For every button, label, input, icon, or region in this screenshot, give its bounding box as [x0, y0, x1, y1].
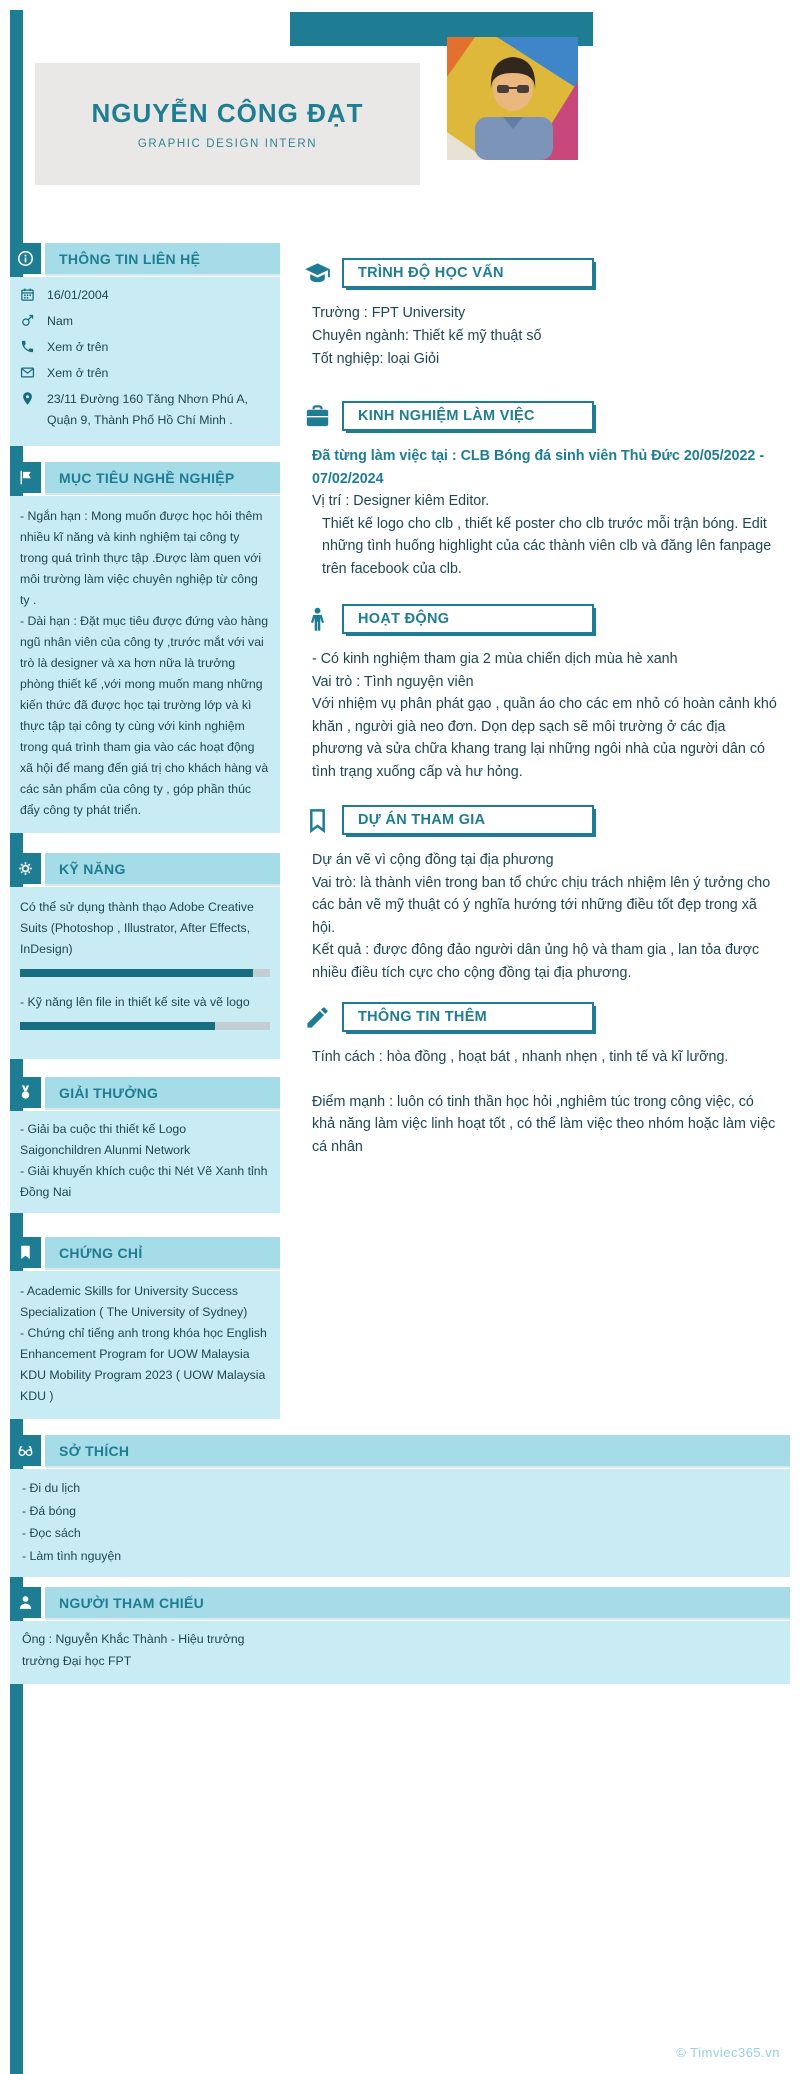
bookmark-icon	[10, 1237, 41, 1268]
briefcase-icon	[300, 399, 334, 433]
section-hobbies	[10, 1435, 790, 1577]
skill-progress-track	[20, 1022, 270, 1030]
skills-body	[10, 887, 280, 1059]
hobby-item: - Làm tình nguyện	[22, 1548, 122, 1563]
education-line: Tốt nghiệp: loại Giỏi	[312, 351, 440, 367]
profile-photo	[447, 37, 578, 160]
info-icon	[10, 243, 41, 274]
projects-line: Kết quả : được đông đảo người dân ủng hộ và tham gia , lan tỏa được nhiều điều tích cực cho cộng đồng tại địa phương.	[312, 942, 760, 981]
activities-line: Với nhiệm vụ phân phát gạo , quần áo cho các em nhỏ có hoàn cảnh khó khăn , người già neo đơn. Dọn dẹp sạch sẽ môi trường ở các địa phương và sửa chữa khang trang lại những ngôi nhà của người dân có tình trạng xuống cấp và hư hỏng.	[312, 696, 777, 780]
phone-icon	[20, 339, 37, 354]
medal-icon	[10, 1077, 41, 1108]
activities-heading: HOẠT ĐỘNG	[342, 604, 594, 634]
activities-body	[300, 648, 792, 783]
education-heading: TRÌNH ĐỘ HỌC VẤN	[342, 258, 594, 288]
gear-icon	[10, 853, 41, 884]
section-education	[300, 256, 792, 371]
left-column	[10, 243, 280, 1419]
certificate-item: - Academic Skills for University Success Specialization ( The University of Sydney)	[20, 1284, 248, 1319]
birthday-value: 16/01/2004	[47, 288, 109, 302]
skill-progress-track	[20, 969, 270, 977]
objective-paragraph: - Dài hạn : Đặt mục tiêu được đứng vào hàng ngũ nhân viên của công ty ,trước mắt với vai trò là designer và xa hơn nữa là trưởng phòng thiết kế ,với mong muốn mang những kiến thức đã được học tại trường lớp và kì thực tập tại công ty cùng với kinh nghiệm trong quá trình tham gia vào các hoạt động xã hội để mang đến giá trị cho khách hàng và các sản phẩm của công ty , góp phần thúc đẩy công ty phát triển.	[20, 614, 269, 817]
address-value: 23/11 Đường 160 Tăng Nhơn Phú A, Quận 9, Thành Phố Hồ Chí Minh .	[47, 392, 248, 427]
skill-label: Có thể sử dụng thành thạo Adobe Creative Suits (Photoshop , Illustrator, After Effects, InDesign)	[20, 900, 254, 956]
experience-header	[300, 399, 792, 433]
flag-icon	[10, 462, 41, 493]
skills-header	[10, 853, 280, 884]
activities-header	[300, 602, 792, 636]
header-name-box	[35, 63, 420, 185]
projects-header	[300, 803, 792, 837]
right-column	[300, 243, 792, 1419]
awards-header	[10, 1077, 280, 1108]
experience-heading: KINH NGHIỆM LÀM VIỆC	[342, 401, 594, 431]
references-heading: NGƯỜI THAM CHIẾU	[45, 1587, 790, 1618]
glasses-icon	[10, 1435, 41, 1466]
experience-company: Đã từng làm việc tại : CLB Bóng đá sinh viên Thủ Đức 20/05/2022 - 07/02/2024	[312, 448, 765, 487]
education-body	[300, 302, 792, 371]
content-columns	[0, 243, 800, 1419]
extra-info-header	[300, 1000, 792, 1034]
award-item: - Giải khuyến khích cuộc thi Nét Vẽ Xanh tỉnh Đồng Nai	[20, 1164, 268, 1199]
skill-progress-fill	[20, 1022, 215, 1030]
hobby-item: - Đọc sách	[22, 1526, 81, 1540]
person-icon	[10, 1587, 41, 1618]
section-activities	[300, 602, 792, 783]
contact-heading: THÔNG TIN LIÊN HỆ	[45, 243, 280, 274]
candidate-title: GRAPHIC DESIGN INTERN	[137, 138, 318, 150]
certificates-body	[10, 1271, 280, 1419]
extra-info-body	[300, 1046, 792, 1158]
hobby-item: - Đi du lịch	[22, 1481, 81, 1495]
awards-body	[10, 1111, 280, 1213]
pencil-icon	[300, 1000, 334, 1034]
education-header	[300, 256, 792, 290]
graduation-cap-icon	[300, 256, 334, 290]
header-area	[0, 0, 800, 243]
gender-value: Nam	[47, 314, 73, 328]
activities-line: - Có kinh nghiệm tham gia 2 mùa chiến dịch mùa hè xanh	[312, 651, 678, 667]
extra-info-heading: THÔNG TIN THÊM	[342, 1002, 594, 1032]
hobbies-body	[10, 1469, 790, 1577]
extra-info-line: Tính cách : hòa đồng , hoạt bát , nhanh nhẹn , tinh tế và kĩ lưỡng.	[312, 1049, 729, 1065]
section-skills	[10, 853, 280, 1059]
experience-description: Thiết kế logo cho clb , thiết kế poster cho clb trước mỗi trận bóng. Edit những tình huống highlight của các thành viên clb và đăng lên fanpage trên facebook của clb.	[322, 515, 772, 577]
certificates-heading: CHỨNG CHỈ	[45, 1237, 280, 1268]
contact-row-address	[20, 389, 270, 431]
experience-body	[300, 445, 792, 580]
education-line: Trường : FPT University	[312, 305, 466, 321]
skill-label: - Kỹ năng lên file in thiết kế site và vẽ logo	[20, 995, 250, 1009]
section-experience	[300, 399, 792, 580]
hobby-item: - Đá bóng	[22, 1503, 77, 1518]
awards-heading: GIẢI THƯỞNG	[45, 1077, 280, 1108]
skills-heading: KỸ NĂNG	[45, 853, 280, 884]
objective-body	[10, 496, 280, 833]
activities-line: Vai trò : Tình nguyện viên	[312, 673, 474, 690]
section-projects	[300, 803, 792, 984]
section-extra-info	[300, 1000, 792, 1158]
references-header	[10, 1587, 790, 1618]
location-icon	[20, 391, 37, 406]
contact-header	[10, 243, 280, 274]
experience-position: Vị trí : Designer kiêm Editor.	[312, 493, 490, 509]
contact-row-phone	[20, 337, 270, 358]
bottom-sections	[10, 1435, 790, 1684]
section-objective	[10, 462, 280, 833]
person-standing-icon	[300, 602, 334, 636]
objective-heading: MỤC TIÊU NGHỀ NGHIỆP	[45, 462, 280, 493]
certificates-header	[10, 1237, 280, 1268]
gender-icon	[20, 313, 37, 328]
objective-header	[10, 462, 280, 493]
references-body	[10, 1621, 790, 1684]
projects-line: Vai trò: là thành viên trong ban tổ chức chịu trách nhiệm lên ý tưởng cho các bản vẽ mỹ thuật có ý nghĩa hướng tới những điều tốt đẹp trong xã hội.	[312, 874, 771, 936]
bookmark-outline-icon	[300, 803, 334, 837]
skill-progress-fill	[20, 969, 253, 977]
section-references	[10, 1587, 790, 1684]
phone-value: Xem ở trên	[47, 340, 109, 354]
contact-row-birthday	[20, 285, 270, 306]
certificate-item: - Chứng chỉ tiếng anh trong khóa học English Enhancement Program for UOW Malaysia KDU Mobility Program 2023 ( UOW Malaysia KDU )	[20, 1326, 267, 1403]
contact-body	[10, 277, 280, 446]
projects-body	[300, 849, 792, 984]
reference-text: Ông : Nguyễn Khắc Thành - Hiệu trưởng trường Đại học FPT	[22, 1632, 245, 1668]
award-item: - Giải ba cuộc thi thiết kế Logo Saigonchildren Alunmi Network	[20, 1122, 191, 1157]
contact-row-gender	[20, 311, 270, 332]
calendar-icon	[20, 287, 37, 302]
objective-paragraph: - Ngắn hạn : Mong muốn được học hỏi thêm nhiều kĩ năng và kinh nghiệm tại công ty trong quá trình thực tập .Được làm quen với môi trường làm việc chuyên nghiệp từ công ty .	[20, 509, 263, 607]
projects-heading: DỰ ÁN THAM GIA	[342, 805, 594, 835]
watermark: © Timviec365.vn	[676, 2045, 780, 2060]
candidate-name: NGUYỄN CÔNG ĐẠT	[91, 98, 364, 128]
contact-row-email	[20, 363, 270, 384]
projects-line: Dự án vẽ vì cộng đồng tại địa phương	[312, 852, 554, 868]
email-icon	[20, 365, 37, 380]
hobbies-header	[10, 1435, 790, 1466]
section-certificates	[10, 1237, 280, 1419]
hobbies-heading: SỞ THÍCH	[45, 1435, 790, 1466]
education-line: Chuyên ngành: Thiết kế mỹ thuật số	[312, 328, 542, 344]
section-awards	[10, 1077, 280, 1213]
email-value: Xem ở trên	[47, 366, 109, 380]
extra-info-line: Điểm mạnh : luôn có tinh thần học hỏi ,nghiêm túc trong công việc, có khả năng làm việc linh hoạt tốt , có thể làm việc theo nhóm hoặc làm việc cá nhân	[312, 1093, 776, 1155]
section-contact	[10, 243, 280, 446]
